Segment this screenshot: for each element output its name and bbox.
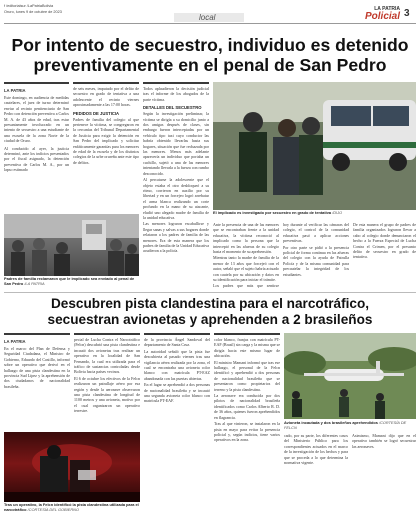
- story1-paragraph: Todos aplaudieron la decisión judicial tras el informe de los abogados de la parte víctima.: [143, 86, 209, 102]
- story2-col5: [284, 433, 348, 523]
- photo1-caption: [4, 277, 139, 287]
- col-rule: [74, 333, 140, 335]
- story2-paragraph: Asimismo, Mamani dijo que en el operativo también se logró secuestrar las aeronaves.: [352, 433, 416, 449]
- col-rule: [143, 82, 209, 84]
- story2-col3: [144, 333, 210, 523]
- story1-headline: [4, 35, 416, 75]
- story2-paragraph: El 6 de octubre los efectivos de la Felcn realizaron un patrullaje aéreo por esa región y desde la aeronave observaron una pista clandestina de longitud de 1100 metros y una avioneta, motivo por el cual organizaron un operativo terrestre.: [74, 375, 140, 414]
- social-handle: f /editorialsur /LaPatriaBolivia: [4, 4, 54, 8]
- story1-col4: [213, 222, 279, 288]
- photo-felcn-operation: [4, 432, 140, 502]
- page-number: 3: [404, 8, 410, 19]
- photo3-caption-text: Avioneta incautada y dos brasileños aprehendidos: [284, 420, 378, 425]
- story2-paragraph: En el lugar se aprehendió a dos personas de nacionalidad brasileña y se incautó una segunda avioneta color blanco con matrícula PT-EAF.: [144, 382, 210, 404]
- story2-paragraph: color blanco, franjas con matrícula PT-EAF (Brasil) sin carga y la misma que se dirigía hacia este mismo lugar de ubicación.: [214, 337, 280, 359]
- story1-paragraph: Según la investigación preliminar, la víctima se dirigía a su domicilio junto a dos amigas después de clases, sin embargo fueron interceptadas por un vehículo tipo taxi cuyo conductor las habría obtenido llevarlas hasta sus hogares, situación que fue rechazada por las menores. Menos más adelante aparecería un individuo que portaba un cuchillo, sujetó a una de las menores intentando llevarla a la fuerza con rumbo desconocido.: [143, 111, 209, 176]
- photo4-credit: /CORTESÍA DEL GOBIERNO: [27, 506, 79, 512]
- story1-col6: [353, 222, 416, 288]
- story1-col1: [4, 82, 69, 173]
- story2-paragraph: El ministro Mamani informó que tras ese hallazgo, el personal de la Felcn identificó y aprehendió a dos personas de nacionalidad brasileña que se presentaron como propietarios del terreno y la pista clandestina.: [214, 359, 280, 392]
- story1-paragraph: De esta manera el grupo de padres de familia organizados lograron llevar a cabo al colegio donde denunciaron el hecho a la Fuerza Especial de Lucha Contra el Crimen, por el presunto delito de secuestro en grado de tentativa.: [353, 222, 416, 260]
- photo-seized-aircraft: [284, 333, 416, 419]
- story1-paragraph: Por otro parte se pidió a la presencia policial de forma continua en las afueras del colegio con la ayuda de Patrulla Policía y de la misma comunidad para precautelar la integridad de los estudiantes.: [283, 244, 349, 277]
- story1-paragraph: Mientras tanto la madre de familia de la menor de 13 años que forcejeó con el autor, señaló que el sujeto habría actuado con cautela por su ubicación y datos en su identificación para iniciar el trámite.: [213, 255, 279, 283]
- col-rule: [144, 333, 210, 335]
- night-operation-illustration: [4, 432, 140, 502]
- story1-headline-line2: preventivamente en el penal de San Pedro: [33, 55, 387, 75]
- story1-paragraph: de seis meses, imputado por el delito de secuestro en grado de tentativa a una adolescente el recinto viernes aproximadamente a las 17:00 horas.: [73, 86, 139, 108]
- story1-headline-line1: Por intento de secuestro, individuo es detenido: [11, 35, 409, 55]
- story2-paragraph: Tras al que vinieron, se instalaron en la pista en mayo para evitar la presencia policial y, según indicios, tiene varios operativos en la zona.: [214, 421, 280, 443]
- col-rule: [214, 333, 280, 335]
- story2-paragraph: cado, por su parte, los diferentes casos del Ministerio Público para los correspondientes actuados en el marco de la investigación de los hechos y para que se proceda a lo que determina la normativa vigente.: [284, 433, 348, 466]
- story2-headline-line1: Descubren pista clandestina para el narcotráfico,: [50, 296, 370, 311]
- arrest-photo-illustration: [213, 82, 416, 210]
- story2-col6: [352, 433, 416, 523]
- photo3-caption: [284, 421, 416, 431]
- brand-line: [4, 23, 416, 24]
- story1-paragraph: Padres de familia del colegio al que pertenece la víctima, se congregaron en la cercanías del Tribunal Departamental de Justicia para exigir la detención en San Pedro del implicado y solicitar enfáticamente garantías para los menores de edad de la escuela y de los distintos colegios de la urbe orureña ante este tipo de delitos.: [73, 116, 139, 165]
- aircraft-photo-illustration: [284, 333, 416, 419]
- story2-paragraph: pecial de Lucha Contra el Narcotráfico (Felcn) descubrió una pista clandestina e incautó dos avionetas tras realizar un operativo en la localidad de San Fernando, la cual era utilizada para el tráfico de sustancias controladas desde Bolivia hacia países vecinos.: [74, 337, 140, 375]
- kicker-rule: [4, 82, 69, 84]
- story1-col5: [283, 222, 349, 288]
- photo4-caption-text: Tras un operativo, la Felcn identificó la pista clandestina utilizada para el narcotráfico: [4, 502, 139, 512]
- photo2-caption-text: El implicado es investigado por secuestro en grado de tentativa: [213, 210, 332, 215]
- story2-kicker: LA PATRIA: [4, 339, 26, 344]
- brand-top: LA PATRIA: [374, 6, 400, 12]
- photo2-credit: /DIJO: [332, 210, 343, 215]
- story2-col4: [214, 333, 280, 523]
- story1-paragraph: hoy durante al verificar las cámaras del colegio, el control de la comunidad educativa pasó a aplicar acciones preventivas.: [283, 222, 349, 244]
- story2-paragraph: En el marco del Plan de Defensa y Seguridad Ciudadana, el Ministro de Gobierno, Eduardo del Castillo, informó sobre un operativo que derivó en el hallazgo de una pista clandestina en la provincia Sud Lípez y la aprehensión de dos ciudadanos de nacionalidad brasileña.: [4, 346, 70, 389]
- photo1-caption-text: Padres de familia reclamaron que le implicado sea enviado al penal de San Pedro: [4, 276, 135, 286]
- story1-paragraph: Ante la presencia de una de las menores que se encontraban frente a la unidad educativa, la víctima reconoció al implicado como la persona que la interceptó en las afueras de su colegio hasta el momento de su aprehensión.: [213, 222, 279, 255]
- story2-col2: [74, 333, 140, 429]
- crowd-photo-illustration: [4, 214, 139, 276]
- story1-subhead: PEDIDOS DE JUSTICIA: [73, 110, 120, 116]
- photo1-credit: /LA PATRIA: [24, 280, 45, 286]
- photo-suspect-arrested: [213, 82, 416, 210]
- brand-logo: [334, 6, 400, 22]
- photo2-caption: [213, 211, 416, 216]
- photo4-caption: [4, 503, 140, 513]
- story1-kicker: LA PATRIA: [4, 88, 26, 93]
- page-header: [0, 0, 420, 30]
- story1-lead: Este domingo, en audiencia de medidas cautelares, el juez de turno determinó enviar al recinto penitenciario de San Pedro con detención preventiva a Carlos M. A. de 43 años de edad, tras estar presuntamente involucrado en un intento de secuestro a una estudiante de una escuela de la zona Norte de la ciudad de Oruro.: [4, 95, 69, 144]
- photo3-credit: /CORTESÍA DE FELCN: [284, 420, 407, 430]
- story2-paragraph: La autoridad señaló que la pista fue descubierta al pasado viernes tras una vigilancia aérea realizada por la zona, el cual se encontraba una avioneta color blanco con matrícula PT-EAZ abandonada con las puertas abiertas.: [144, 348, 210, 381]
- story2-paragraph: La aeronave era conducida por dos pilotos de nacionalidad brasileña identificados como Carlos Alberto R. D. de 36 años, quienes fueron aprehendidos en flagrancia.: [214, 393, 280, 420]
- story1-col2: [73, 82, 139, 165]
- photo-parents-protest: [4, 214, 139, 276]
- story1-col3: [143, 82, 209, 288]
- col-rule: [73, 82, 139, 84]
- brand-bottom: Policial: [364, 11, 400, 22]
- kicker-rule: [4, 333, 70, 335]
- story2-headline: [20, 296, 400, 328]
- story1-paragraph: Las menores lograron escabullirse y llegar sanas y salvas a sus hogares donde relataron a los padres de familia de las menores. Era de esta manera que los padres de familia de la Unidad Educativa acudieron a la policía.: [143, 221, 209, 254]
- story2-headline-line2: secuestran avionetas y aprehenden a 2 brasileños: [47, 312, 373, 327]
- story1-paragraph: Los padres que más que sentirse: [213, 283, 279, 288]
- section-label: local: [199, 13, 216, 22]
- story1-paragraph: Al conducido al ayer, la justicia determinó, ante los indicios presentados por el fiscal asignado, la detención preventiva de Carlos M. A., por un lapso estimado: [4, 145, 69, 173]
- dateline: Oruro, lunes 9 de octubre de 2023: [4, 10, 62, 14]
- story1-paragraph: Al percatarse la adolescente que el objeto estaba el otro desbloqueó a su ritmo, corrieron en auxilio por su libertad y en un forcejeo logró arrebatar el arma blanca realizando un corte profundo en la mano de su atacante, eludió uno alegado madre de familia de la unidad educativa.: [143, 177, 209, 220]
- story1-subhead: DETALLES DEL SECUESTRO: [143, 105, 202, 111]
- story2-col1: [4, 333, 70, 429]
- story2-paragraph: de la provincia Ángel Sandoval del departamento de Santa Cruz.: [144, 337, 210, 348]
- story-divider: [4, 292, 416, 293]
